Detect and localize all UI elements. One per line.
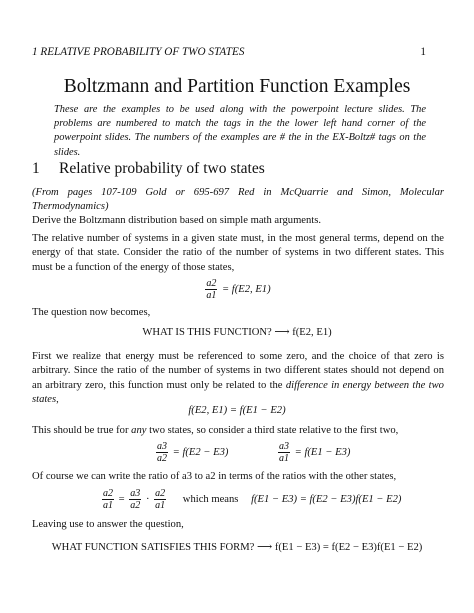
- fraction: $\frac{a2}{a1}$: [155, 488, 166, 511]
- fraction: $\frac{a3}{a2}$: [130, 488, 141, 511]
- equation-ratio: [0, 278, 474, 301]
- equation-result: f(E1 − E3) = f(E2 − E3)f(E1 − E2): [251, 493, 402, 505]
- section-heading: [32, 160, 265, 178]
- abstract: These are the examples to be used along with the powerpoint lecture slides. The problems are numbered to match the tags in the the lower left hand corner of the powerpoint slides. The numbers of the examples are # the in the EX-Boltz# tags on the slides.: [54, 104, 426, 158]
- equation-rhs: = f(E2 − E3): [172, 446, 229, 458]
- equation-question: WHAT IS THIS FUNCTION? ⟶ f(E2, E1): [142, 327, 332, 338]
- paragraph-third-state: This should be true for any two states, so consider a third state relative to the first two,: [32, 425, 399, 436]
- section-title: Relative probability of two states: [59, 160, 265, 177]
- page-number: 1: [420, 46, 426, 58]
- equation-third-left: [154, 441, 228, 464]
- equation-product: $\frac{a2}{a1}$ = $\frac{a3}{a2}$ · $\frac{a2}{a1}$ which means f(E1 − E3) = f(E2 − E3)f(E1 − E2): [103, 488, 402, 511]
- which-means-text: which means: [182, 493, 239, 505]
- section-number: 1: [32, 160, 40, 177]
- running-header: 1 RELATIVE PROBABILITY OF TWO STATES: [32, 46, 245, 58]
- paragraph-ratio: The relative number of systems in a given state must, in the most general terms, depend on the energy of that state. Consider the ratio of the number of systems in two different states. This must be a function of the energy of those states,: [32, 233, 444, 273]
- document-title: Boltzmann and Partition Function Examples: [63, 76, 411, 97]
- reference-note: (From pages 107-109 Gold or 695-697 Red in McQuarrie and Simon, Molecular Thermodynamics): [32, 187, 444, 213]
- fraction: $\frac{a2}{a1}$: [206, 278, 217, 301]
- paragraph-question: The question now becomes,: [32, 307, 151, 318]
- paragraph-energy-zero: First we realize that energy must be referenced to some zero, and the choice of that zero is arbitrary. Since the ratio of the number of systems in two different states should not depend on an arbitrary zero, this function must only be related to the difference in energy between the two states,: [32, 351, 444, 406]
- equation-third-right: [276, 441, 350, 464]
- fraction: $\frac{a3}{a2}$: [157, 441, 167, 464]
- paragraph-intro: Derive the Boltzmann distribution based on simple math arguments.: [32, 215, 322, 226]
- equation-difference: f(E2, E1) = f(E1 − E2): [188, 405, 286, 416]
- paragraph-ratio-product: Of course we can write the ratio of a3 to a2 in terms of the ratios with the other states,: [32, 471, 397, 482]
- equation-final-question: WHAT FUNCTION SATISFIES THIS FORM? ⟶ f(E1 − E3) = f(E2 − E3)f(E1 − E2): [51, 542, 423, 553]
- fraction: $\frac{a2}{a1}$: [103, 488, 113, 511]
- equation-rhs: = f(E1 − E3): [294, 446, 351, 458]
- equation-rhs: = f(E2, E1): [222, 283, 271, 295]
- fraction: $\frac{a3}{a1}$: [279, 441, 289, 464]
- emphasis-any: any: [131, 425, 147, 436]
- emphasis-difference: difference in energy between the two states: [32, 379, 444, 406]
- paragraph-leaving: Leaving use to answer the question,: [32, 519, 184, 530]
